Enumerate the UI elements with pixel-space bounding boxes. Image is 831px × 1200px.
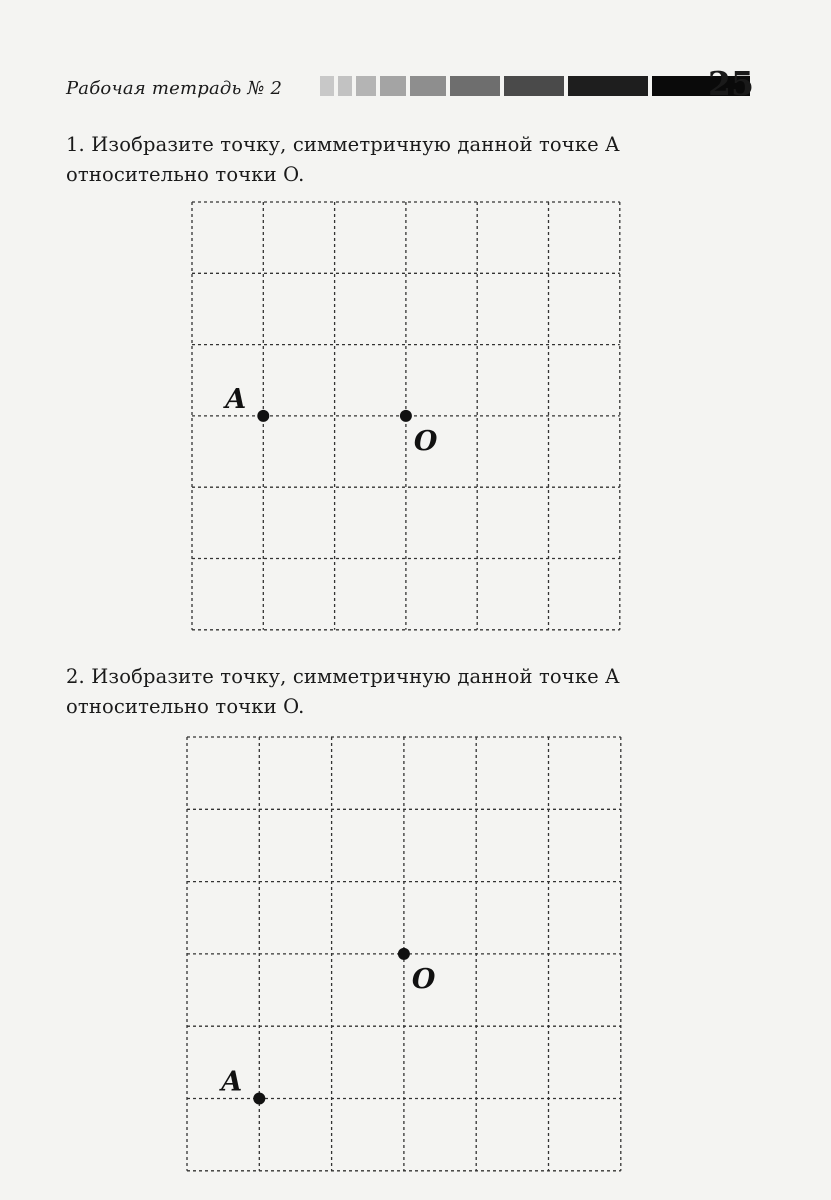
task-2-text bbox=[66, 662, 756, 722]
task-2-grid bbox=[181, 731, 627, 1177]
page-header bbox=[66, 64, 766, 108]
task-2-line-1: 2. Изобразите точку, симметричную данной точке A bbox=[66, 665, 620, 688]
task-1-text bbox=[66, 130, 756, 190]
task-1-line-1: 1. Изобразите точку, симметричную данной точке A bbox=[66, 133, 620, 156]
task-1-grid bbox=[186, 196, 622, 632]
page-number: 25 bbox=[708, 64, 754, 103]
task-1-point-a bbox=[257, 410, 269, 422]
task-2-point-a bbox=[253, 1093, 265, 1105]
task-2-label-a: A bbox=[221, 1066, 243, 1098]
decorative-gradient-bar bbox=[320, 76, 750, 96]
task-1-label-o: O bbox=[413, 425, 438, 457]
task-1-label-a: A bbox=[225, 383, 247, 415]
task-2-point-o bbox=[398, 948, 410, 960]
task-2-line-2: относительно точки O. bbox=[66, 695, 305, 718]
task-1-point-o bbox=[400, 410, 412, 422]
task-2-label-o: O bbox=[411, 963, 436, 995]
task-1-line-2: относительно точки O. bbox=[66, 163, 305, 186]
workbook-title: Рабочая тетрадь № 2 bbox=[66, 78, 283, 99]
